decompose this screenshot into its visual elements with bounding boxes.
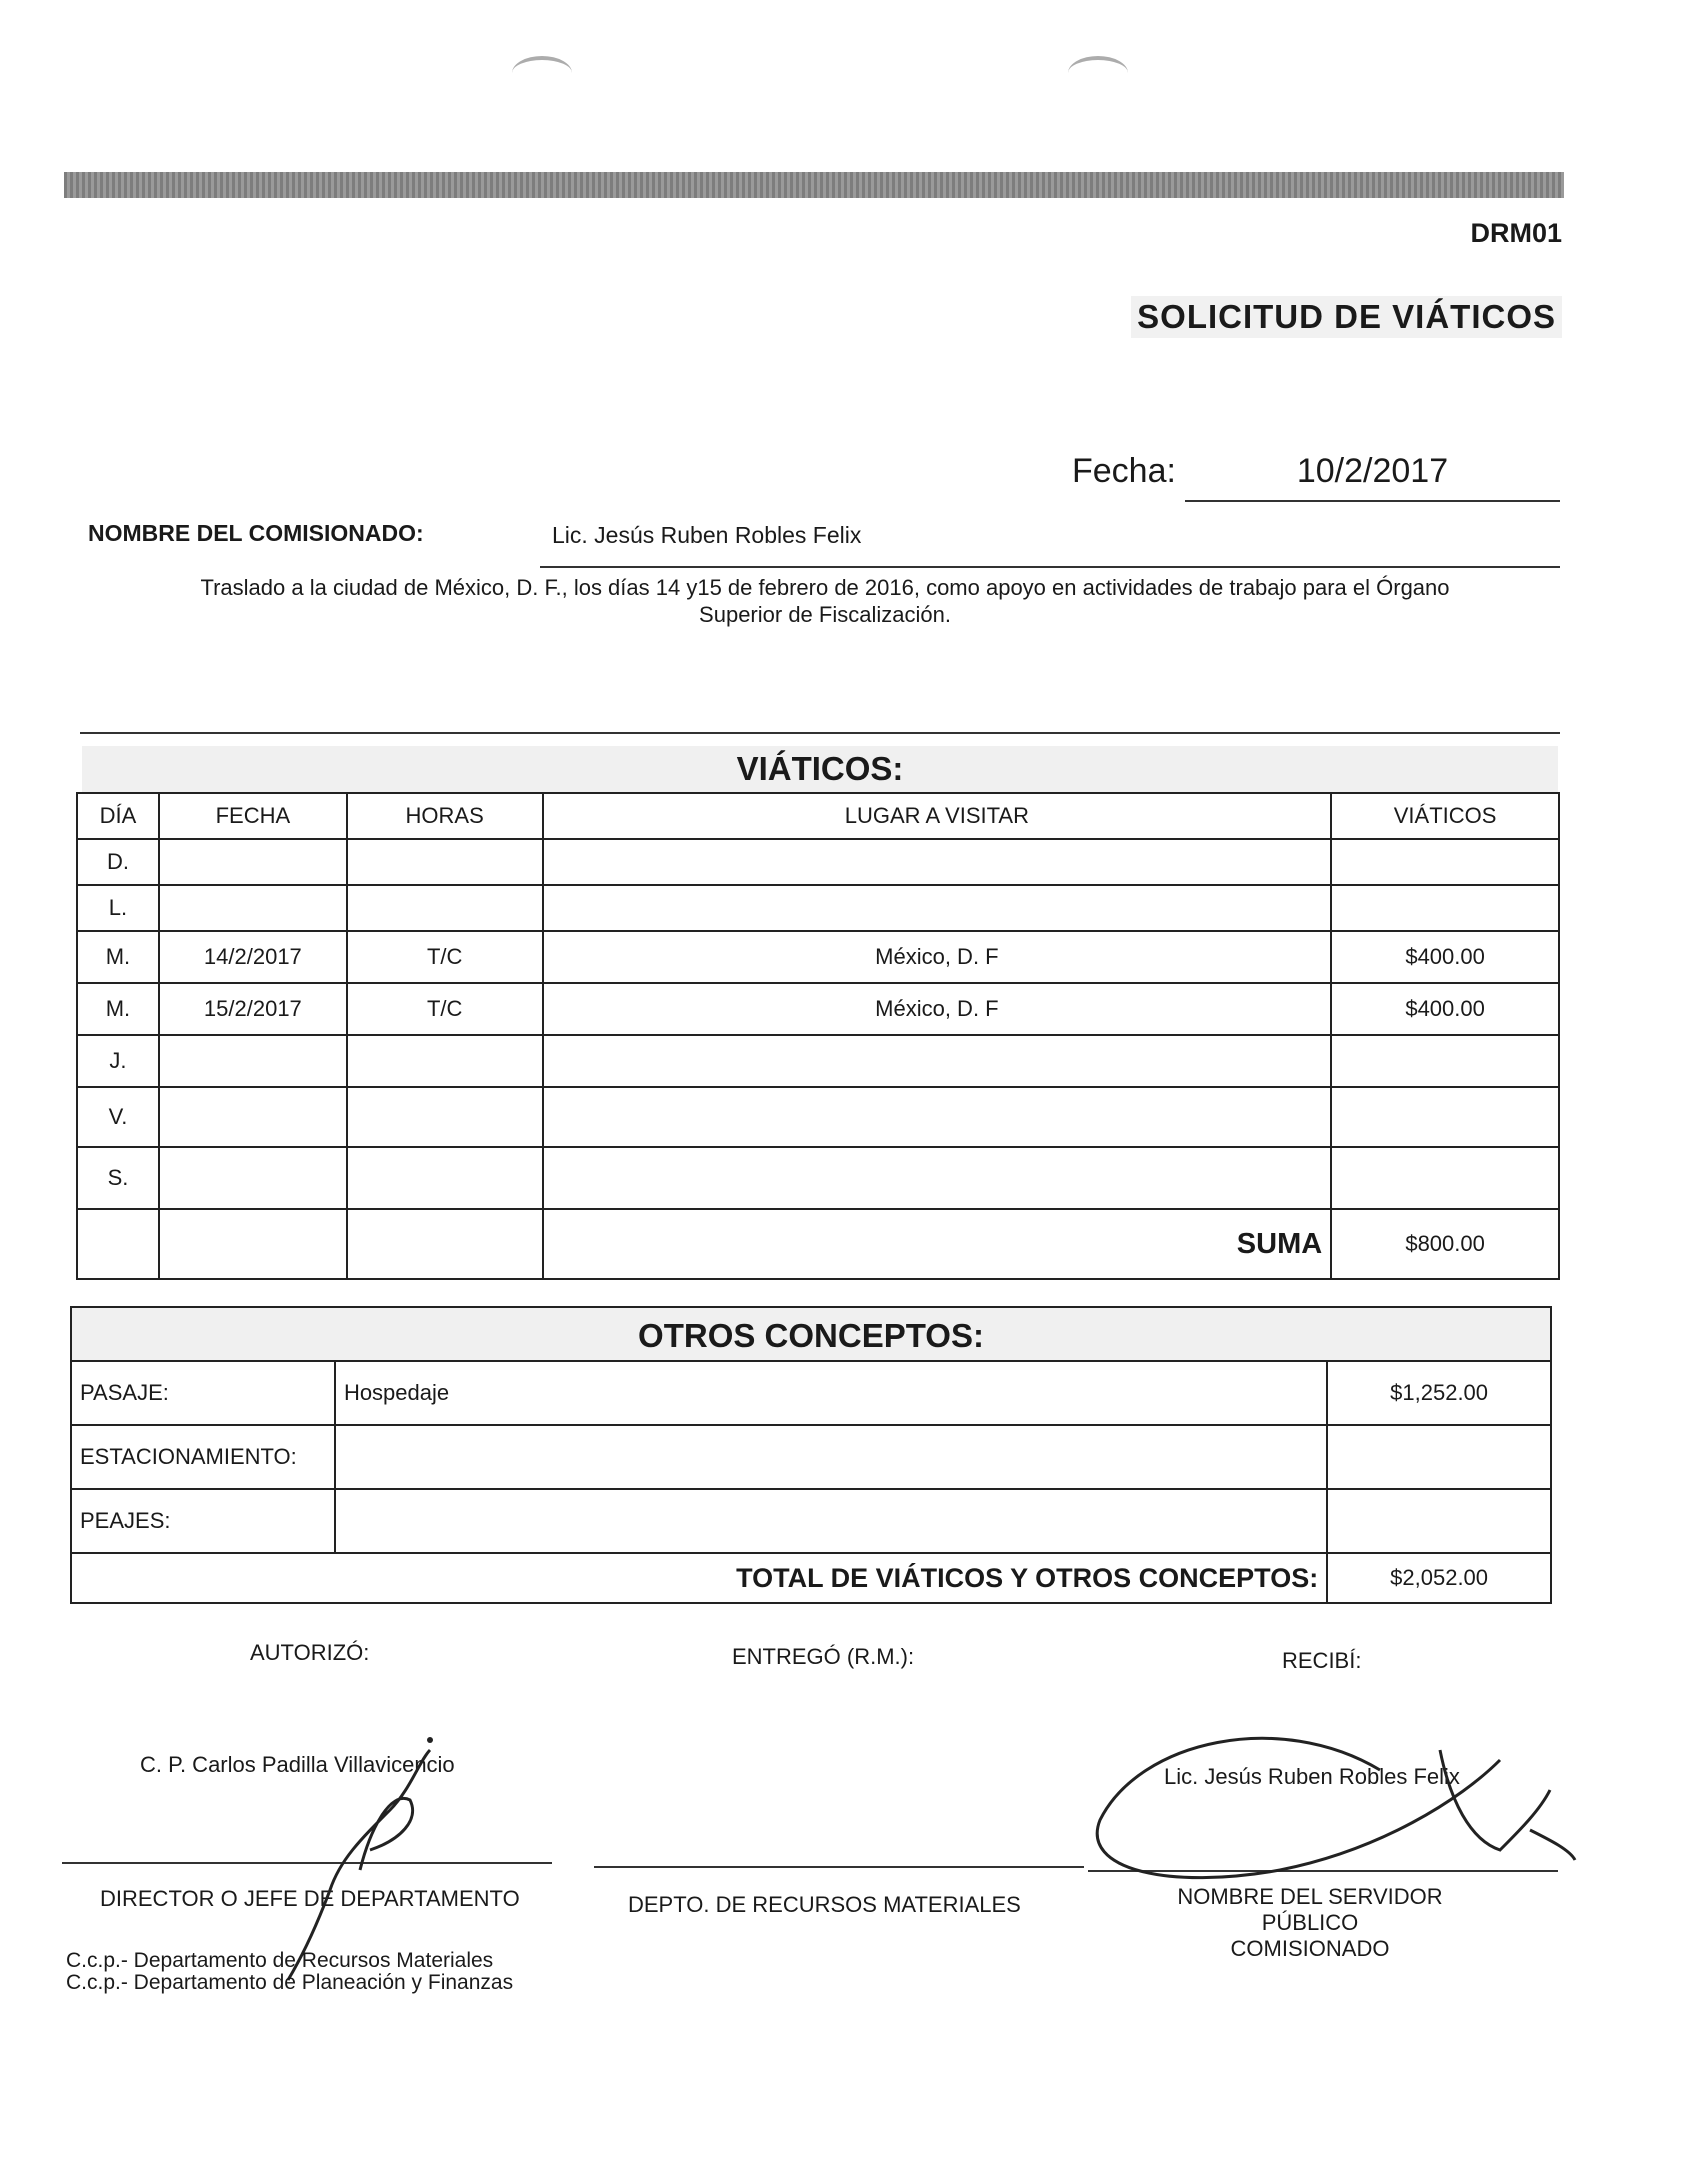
cell-fecha: [159, 1035, 347, 1087]
cell-horas: [347, 1147, 543, 1209]
page-title: SOLICITUD DE VIÁTICOS: [1131, 296, 1562, 338]
description-line: Traslado a la ciudad de México, D. F., los días 14 y15 de febrero de 2016, como apoyo en actividades de trabajo para el Órgano: [200, 575, 1450, 600]
trip-description: [120, 574, 1530, 628]
table-header-row: [77, 793, 1559, 839]
otros-desc: [335, 1489, 1327, 1553]
cell-empty: [347, 1209, 543, 1279]
otros-label: ESTACIONAMIENTO:: [71, 1425, 335, 1489]
cell-dia: S.: [77, 1147, 159, 1209]
cell-horas: T/C: [347, 931, 543, 983]
table-row: [77, 1035, 1559, 1087]
entrego-label: ENTREGÓ (R.M.):: [732, 1644, 915, 1669]
cell-dia: L.: [77, 885, 159, 931]
recibi-label: RECIBÍ:: [1282, 1648, 1362, 1673]
col-header-viaticos: VIÁTICOS: [1331, 793, 1559, 839]
table-row: [71, 1425, 1551, 1489]
cell-lugar: México, D. F: [543, 983, 1332, 1035]
table-row: [71, 1489, 1551, 1553]
table-row: [77, 839, 1559, 885]
otros-label: PASAJE:: [71, 1361, 335, 1425]
entrego-role: DEPTO. DE RECURSOS MATERIALES: [628, 1892, 1021, 1917]
otros-amount: [1327, 1425, 1551, 1489]
punch-hole-mark: [1068, 56, 1128, 90]
col-header-horas: HORAS: [347, 793, 543, 839]
cell-viaticos: $400.00: [1331, 931, 1559, 983]
cell-horas: T/C: [347, 983, 543, 1035]
recibi-role-line: NOMBRE DEL SERVIDOR PÚBLICO: [1177, 1884, 1443, 1935]
cell-fecha: [159, 839, 347, 885]
cell-viaticos: [1331, 885, 1559, 931]
punch-hole-mark: [512, 56, 572, 90]
cell-lugar: [543, 1147, 1332, 1209]
form-code: DRM01: [1470, 218, 1562, 248]
cell-lugar: [543, 1035, 1332, 1087]
ccp-line: C.c.p.- Departamento de Recursos Materiales: [66, 1949, 494, 1972]
col-header-dia: DÍA: [77, 793, 159, 839]
cell-lugar: [543, 839, 1332, 885]
otros-heading: OTROS CONCEPTOS:: [70, 1306, 1552, 1362]
cell-viaticos: [1331, 1147, 1559, 1209]
autorizo-label: AUTORIZÓ:: [250, 1640, 370, 1665]
suma-row: [77, 1209, 1559, 1279]
total-value: $2,052.00: [1327, 1553, 1551, 1603]
table-row: [77, 1087, 1559, 1147]
col-header-fecha: FECHA: [159, 793, 347, 839]
cell-dia: J.: [77, 1035, 159, 1087]
comisionado-label: NOMBRE DEL COMISIONADO:: [88, 520, 424, 546]
signature-scribble-recibi: [1080, 1720, 1580, 1900]
total-row: [71, 1553, 1551, 1603]
cell-fecha: [159, 885, 347, 931]
cell-dia: V.: [77, 1087, 159, 1147]
otros-desc: Hospedaje: [335, 1361, 1327, 1425]
cell-fecha: 14/2/2017: [159, 931, 347, 983]
fecha-label: Fecha:: [1072, 452, 1176, 490]
otros-amount: $1,252.00: [1327, 1361, 1551, 1425]
cell-lugar: México, D. F: [543, 931, 1332, 983]
ccp-list: [66, 1950, 513, 1994]
cell-fecha: [159, 1147, 347, 1209]
viaticos-table: [76, 792, 1560, 1280]
cell-viaticos: $400.00: [1331, 983, 1559, 1035]
autorizo-name: C. P. Carlos Padilla Villavicencio: [140, 1752, 455, 1777]
signature-line-entrego: [594, 1866, 1084, 1868]
cell-empty: [159, 1209, 347, 1279]
cell-dia: M.: [77, 983, 159, 1035]
autorizo-role: DIRECTOR O JEFE DE DEPARTAMENTO: [100, 1886, 520, 1911]
suma-value: $800.00: [1331, 1209, 1559, 1279]
header-bar: [64, 172, 1564, 198]
cell-horas: [347, 1087, 543, 1147]
otros-table: [70, 1360, 1552, 1604]
total-label: TOTAL DE VIÁTICOS Y OTROS CONCEPTOS:: [71, 1553, 1327, 1603]
recibi-role-line: COMISIONADO: [1230, 1936, 1390, 1961]
cell-fecha: [159, 1087, 347, 1147]
cell-horas: [347, 885, 543, 931]
cell-horas: [347, 839, 543, 885]
cell-lugar: [543, 885, 1332, 931]
fecha-value: 10/2/2017: [1185, 452, 1560, 502]
ccp-line: C.c.p.- Departamento de Planeación y Finanzas: [66, 1971, 514, 1994]
cell-empty: [77, 1209, 159, 1279]
cell-viaticos: [1331, 1087, 1559, 1147]
cell-dia: D.: [77, 839, 159, 885]
otros-desc: [335, 1425, 1327, 1489]
table-row: [77, 1147, 1559, 1209]
divider: [80, 732, 1560, 734]
otros-label: PEAJES:: [71, 1489, 335, 1553]
description-line: Superior de Fiscalización.: [699, 602, 951, 627]
cell-fecha: 15/2/2017: [159, 983, 347, 1035]
col-header-lugar: LUGAR A VISITAR: [543, 793, 1332, 839]
table-row: [71, 1361, 1551, 1425]
comisionado-value: Lic. Jesús Ruben Robles Felix: [540, 522, 1560, 568]
table-row: [77, 931, 1559, 983]
cell-viaticos: [1331, 1035, 1559, 1087]
table-row: [77, 885, 1559, 931]
cell-lugar: [543, 1087, 1332, 1147]
cell-dia: M.: [77, 931, 159, 983]
suma-label: SUMA: [543, 1209, 1332, 1279]
viaticos-heading: VIÁTICOS:: [82, 746, 1558, 792]
cell-horas: [347, 1035, 543, 1087]
otros-amount: [1327, 1489, 1551, 1553]
cell-viaticos: [1331, 839, 1559, 885]
recibi-name: Lic. Jesús Ruben Robles Felix: [1164, 1764, 1460, 1789]
table-row: [77, 983, 1559, 1035]
